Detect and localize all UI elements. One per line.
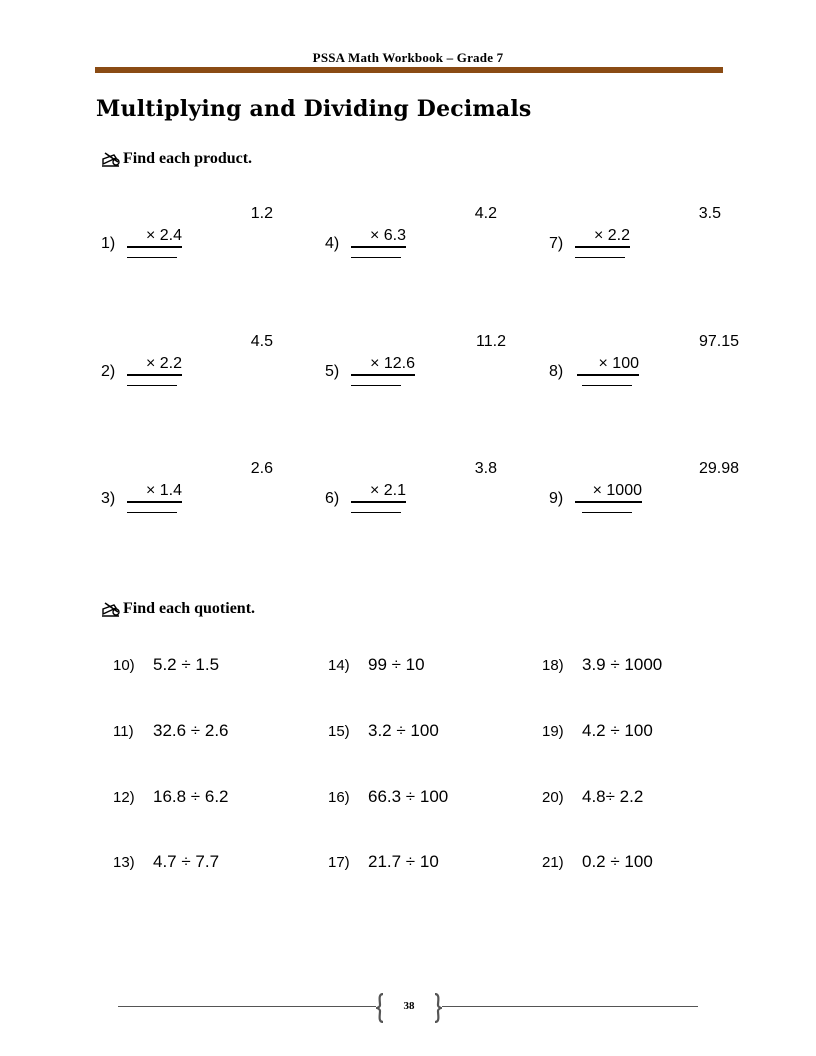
multiplier: × 2.4 (127, 227, 182, 248)
quotient-problem-12 (113, 787, 229, 807)
expression: 4.8÷ 2.2 (582, 787, 644, 806)
answer-line (351, 510, 401, 513)
expression: 5.2 ÷ 1.5 (153, 655, 220, 674)
product-problem-4 (325, 205, 497, 285)
multiplicand: 11.2 (476, 333, 506, 350)
problem-number: 13) (113, 854, 135, 871)
multiplicand: 4.5 (250, 333, 273, 350)
multiplier: × 2.2 (127, 355, 182, 376)
problem-number: 18) (542, 657, 564, 674)
product-problem-1 (101, 205, 273, 285)
multiplicand: 1.2 (250, 205, 273, 222)
problem-number: 8) (549, 363, 564, 380)
multiplier: × 100 (577, 355, 639, 376)
multiplier: × 2.2 (575, 227, 630, 248)
expression: 3.9 ÷ 1000 (582, 655, 663, 674)
answer-line (582, 383, 632, 386)
header-rule (95, 67, 723, 73)
quotient-problem-19 (542, 721, 653, 741)
products-heading (100, 150, 252, 168)
multiplicand: 3.8 (474, 460, 497, 477)
problem-number: 2) (101, 363, 116, 380)
quotient-problem-17 (328, 852, 439, 872)
multiplicand: 97.15 (698, 333, 739, 350)
pencil-icon (100, 600, 122, 618)
problem-number: 11) (113, 723, 134, 740)
problem-number: 14) (328, 657, 350, 674)
problem-number: 17) (328, 854, 350, 871)
pencil-icon (100, 150, 122, 168)
problem-number: 12) (113, 789, 135, 806)
quotient-problem-16 (328, 787, 448, 807)
quotients-heading-label: Find each quotient. (123, 600, 256, 617)
product-problem-6 (325, 460, 497, 540)
expression: 66.3 ÷ 100 (368, 787, 449, 806)
quotient-problem-11 (113, 721, 229, 741)
expression: 0.2 ÷ 100 (582, 852, 653, 871)
answer-line (127, 383, 177, 386)
expression: 4.7 ÷ 7.7 (153, 852, 220, 871)
problem-number: 5) (325, 363, 340, 380)
multiplier: × 6.3 (351, 227, 406, 248)
multiplier: × 1000 (575, 482, 642, 503)
product-problem-2 (101, 333, 273, 413)
footer-rule-right (442, 1006, 698, 1007)
answer-line (582, 510, 632, 513)
quotients-heading (100, 600, 255, 618)
multiplier: × 2.1 (351, 482, 406, 503)
answer-line (351, 383, 401, 386)
problem-number: 21) (542, 854, 564, 871)
page-number: 38 (403, 1000, 415, 1012)
product-problem-8 (549, 333, 739, 413)
answer-line (575, 255, 625, 258)
problem-number: 10) (113, 657, 135, 674)
expression: 4.2 ÷ 100 (582, 721, 653, 740)
problem-number: 16) (328, 789, 350, 806)
answer-line (127, 255, 177, 258)
quotient-problem-15 (328, 721, 439, 741)
product-problem-7 (549, 205, 721, 285)
problem-number: 15) (328, 723, 350, 740)
problem-number: 3) (101, 490, 116, 507)
page-title: Multiplying and Dividing Decimals (96, 96, 532, 122)
quotient-problem-14 (328, 655, 425, 675)
quotient-problem-13 (113, 852, 219, 872)
products-heading-label: Find each product. (123, 150, 253, 167)
quotient-problem-20 (542, 787, 643, 807)
problem-number: 7) (549, 235, 564, 252)
multiplicand: 3.5 (698, 205, 721, 222)
workbook-header-title: PSSA Math Workbook – Grade 7 (312, 50, 504, 65)
problem-number: 4) (325, 235, 340, 252)
multiplicand: 2.6 (250, 460, 273, 477)
quotient-problem-18 (542, 655, 662, 675)
expression: 16.8 ÷ 6.2 (153, 787, 229, 806)
expression: 32.6 ÷ 2.6 (153, 721, 229, 740)
expression: 99 ÷ 10 (368, 655, 425, 674)
expression: 21.7 ÷ 10 (368, 852, 439, 871)
expression: 3.2 ÷ 100 (368, 721, 439, 740)
multiplier: × 12.6 (351, 355, 415, 376)
multiplier: × 1.4 (127, 482, 182, 503)
answer-line (351, 255, 401, 258)
quotient-problem-21 (542, 852, 653, 872)
problem-number: 6) (325, 490, 340, 507)
product-problem-9 (549, 460, 739, 540)
problem-number: 1) (101, 235, 116, 252)
multiplicand: 29.98 (698, 460, 739, 477)
product-problem-5 (325, 333, 506, 413)
problem-number: 20) (542, 789, 564, 806)
product-problem-3 (101, 460, 273, 540)
footer-rule-left (118, 1006, 376, 1007)
multiplicand: 4.2 (474, 205, 497, 222)
answer-line (127, 510, 177, 513)
problem-number: 19) (542, 723, 564, 740)
problem-number: 9) (549, 490, 564, 507)
quotient-problem-10 (113, 655, 219, 675)
